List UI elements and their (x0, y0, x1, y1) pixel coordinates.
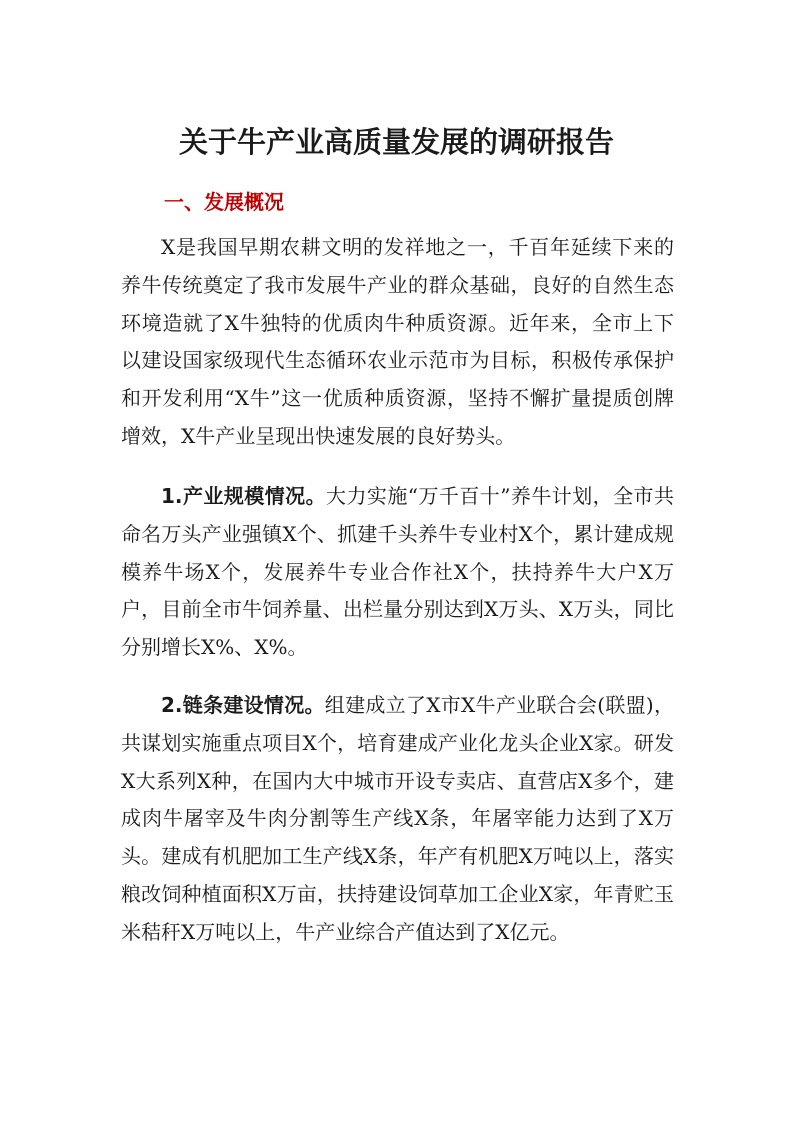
paragraph-lead: 2.链条建设情况。 (161, 693, 325, 717)
document-title: 关于牛产业高质量发展的调研报告 (178, 125, 614, 159)
paragraph-industry-scale (121, 478, 674, 667)
paragraph-chain-construction (121, 687, 674, 952)
intro-paragraph: X是我国早期农耕文明的发祥地之一，千百年延续下来的养牛传统奠定了我市发展牛产业的群众基础，良好的自然生态环境造就了X牛独特的优质肉牛种质资源。近年来，全市上下以建设国家级现代生态循环农业示范市为目标，积极传承保护和开发利用“X牛”这一优质种质资源，坚持不懈扩量提质创牌增效，X牛产业呈现出快速发展的良好势头。 (121, 235, 674, 448)
paragraph-lead: 1.产业规模情况。 (161, 484, 327, 508)
section-heading: 一、发展概况 (164, 190, 284, 214)
paragraph-text: 大力实施“万千百十”养牛计划，全市共命名万头产业强镇X个、抓建千头养牛专业村X个，累计建成规模养牛场X个，发展养牛专业合作社X个，扶持养牛大户X万户，目前全市牛饲养量、出栏量分别达到X万头、X万头，同比分别增长X%、X%。 (121, 484, 674, 660)
paragraph-text: 组建成立了X市X牛产业联合会(联盟)，共谋划实施重点项目X个，培育建成产业化龙头企业X家。研发X大系列X种，在国内大中城市开设专卖店、直营店X多个，建成肉牛屠宰及牛肉分割等生产线X条，年屠宰能力达到了X万头。建成有机肥加工生产线X条，年产有机肥X万吨以上，落实粮改饲种植面积X万亩，扶持建设饲草加工企业X家，年青贮玉米秸秆X万吨以上，牛产业综合产值达到了X亿元。 (121, 693, 674, 944)
